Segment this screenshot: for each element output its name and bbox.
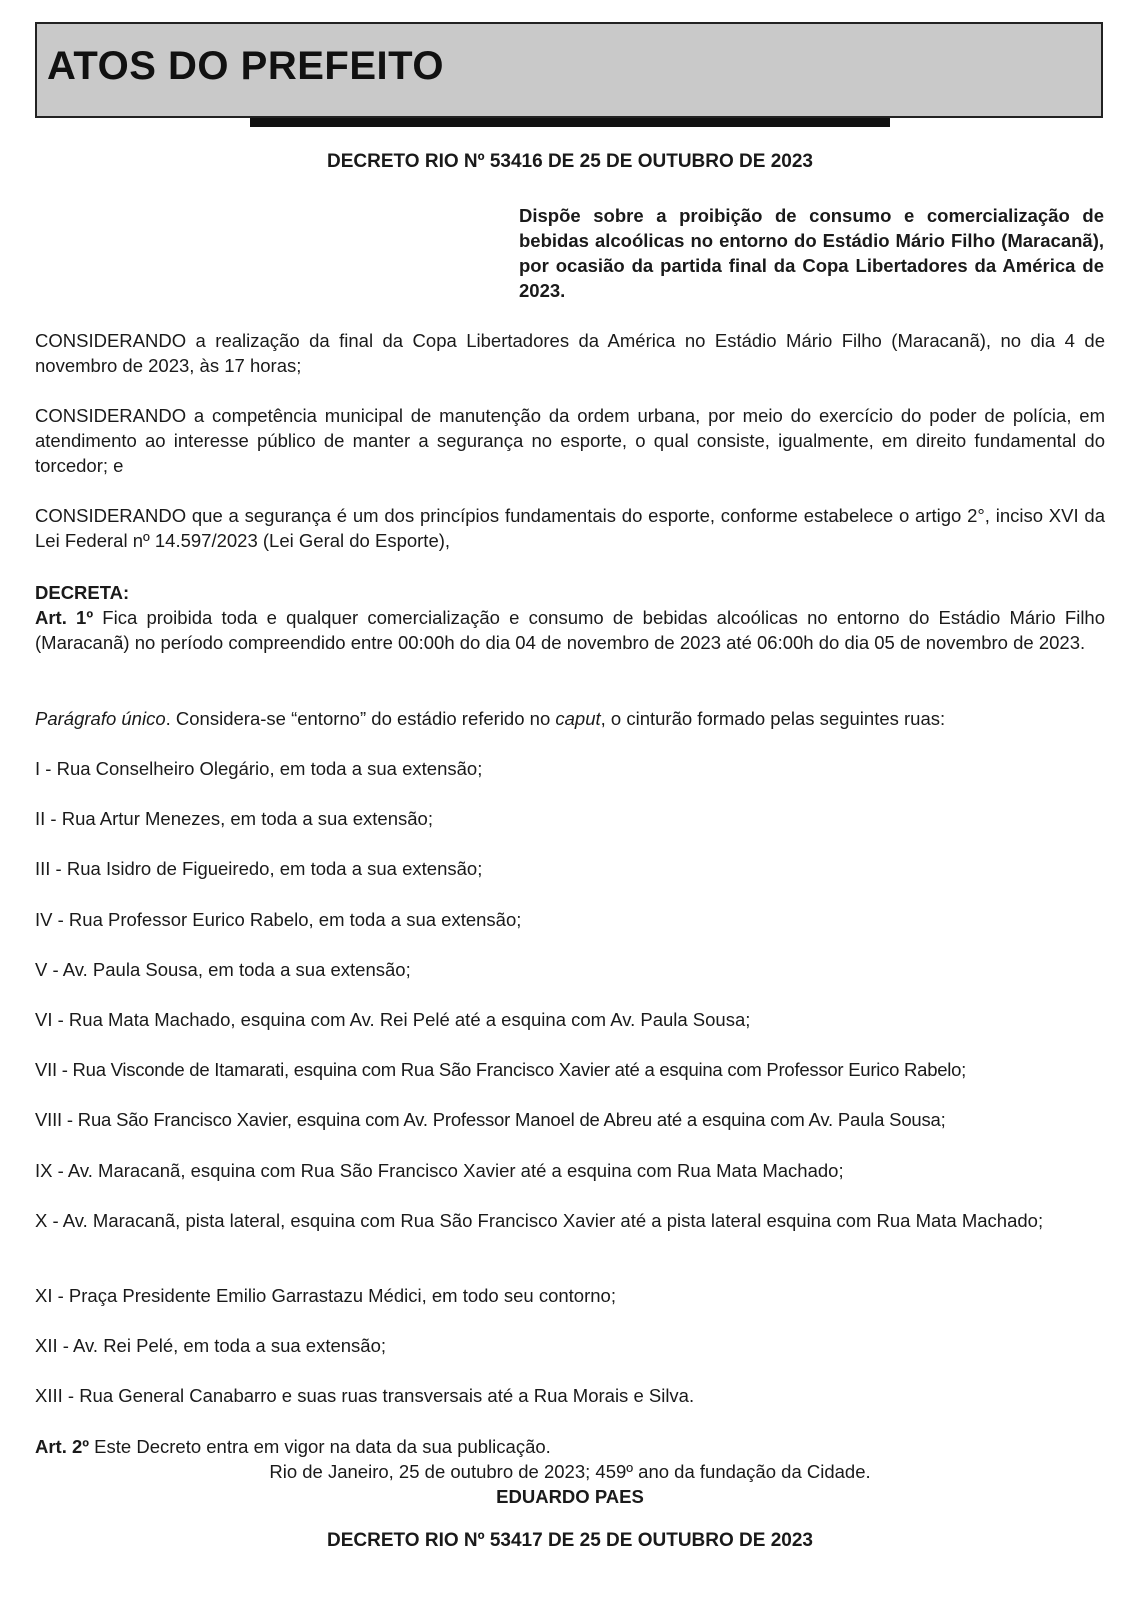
article-2-label: Art. 2º (35, 1436, 90, 1457)
next-decree-title: DECRETO RIO Nº 53417 DE 25 DE OUTUBRO DE 2023 (327, 1530, 813, 1551)
street-item-12: XII - Av. Rei Pelé, em toda a sua extensão; (35, 1335, 387, 1356)
street-item-7: VII - Rua Visconde de Itamarati, esquina com Rua São Francisco Xavier até a esquina com Professor Eurico Rabelo; (35, 1059, 967, 1080)
section-header-box (35, 22, 1103, 118)
street-item-8: VIII - Rua São Francisco Xavier, esquina com Av. Professor Manoel de Abreu até a esquina com Av. Paula Sousa; (35, 1109, 946, 1130)
street-item-13: XIII - Rua General Canabarro e suas ruas transversais até a Rua Morais e Silva. (35, 1385, 695, 1406)
street-item-4: IV - Rua Professor Eurico Rabelo, em toda a sua extensão; (35, 909, 522, 930)
article-2 (35, 1434, 1105, 1459)
paragrafo-unico-text-b: , o cinturão formado pelas seguintes ruas: (600, 708, 946, 729)
article-1-label: Art. 1º (35, 607, 94, 628)
considerando-3: CONSIDERANDO que a segurança é um dos princípios fundamentais do esporte, conforme estabelece o artigo 2°, inciso XVI da Lei Federal nº 14.597/2023 (Lei Geral do Esporte), (35, 505, 1105, 551)
street-item-10: X - Av. Maracanã, pista lateral, esquina com Rua São Francisco Xavier até a pista lateral esquina com Rua Mata Machado; (35, 1210, 1044, 1231)
decreta-label: DECRETA: (35, 582, 130, 603)
paragrafo-unico-text-a: . Considera-se “entorno” do estádio referido no (165, 708, 556, 729)
place-date: Rio de Janeiro, 25 de outubro de 2023; 459º ano da fundação da Cidade. (269, 1461, 871, 1482)
street-item-2: II - Rua Artur Menezes, em toda a sua extensão; (35, 808, 433, 829)
street-item-5: V - Av. Paula Sousa, em toda a sua extensão; (35, 959, 411, 980)
street-item-6: VI - Rua Mata Machado, esquina com Av. Rei Pelé até a esquina com Av. Paula Sousa; (35, 1009, 751, 1030)
article-1-text: Fica proibida toda e qualquer comercialização e consumo de bebidas alcoólicas no entorno do Estádio Mário Filho (Maracanã) no período compreendido entre 00:00h do dia 04 de novembro de 2023 até 06:00h do dia 05 de novembro de 2023. (35, 607, 1106, 653)
article-1 (35, 605, 1105, 655)
street-item-11: XI - Praça Presidente Emilio Garrastazu Médici, em todo seu contorno; (35, 1285, 616, 1306)
decree-title: DECRETO RIO Nº 53416 DE 25 DE OUTUBRO DE 2023 (327, 151, 813, 172)
street-item-1: I - Rua Conselheiro Olegário, em toda a sua extensão; (35, 758, 483, 779)
paragrafo-unico (35, 706, 1105, 731)
paragrafo-unico-caput: caput (555, 708, 601, 729)
considerando-2: CONSIDERANDO a competência municipal de manutenção da ordem urbana, por meio do exercício do poder de polícia, em atendimento ao interesse público de manter a segurança no esporte, o qual consiste, igualmente, em direito fundamental do torcedor; e (35, 405, 1105, 476)
article-2-text: Este Decreto entra em vigor na data da sua publicação. (89, 1436, 551, 1457)
section-title: ATOS DO PREFEITO (47, 44, 444, 88)
considerando-1: CONSIDERANDO a realização da final da Copa Libertadores da América no Estádio Mário Filho (Maracanã), no dia 4 de novembro de 2023, às 17 horas; (35, 330, 1105, 376)
decree-ementa: Dispõe sobre a proibição de consumo e comercialização de bebidas alcoólicas no entorno do Estádio Mário Filho (Maracanã), por ocasião da partida final da Copa Libertadores da América de 2023. (519, 205, 1104, 301)
header-underline-bar (250, 118, 890, 127)
street-item-3: III - Rua Isidro de Figueiredo, em toda a sua extensão; (35, 858, 483, 879)
street-item-9: IX - Av. Maracanã, esquina com Rua São Francisco Xavier até a esquina com Rua Mata Machado; (35, 1160, 844, 1181)
signature-name: EDUARDO PAES (496, 1486, 644, 1507)
paragrafo-unico-label: Parágrafo único (35, 708, 166, 729)
